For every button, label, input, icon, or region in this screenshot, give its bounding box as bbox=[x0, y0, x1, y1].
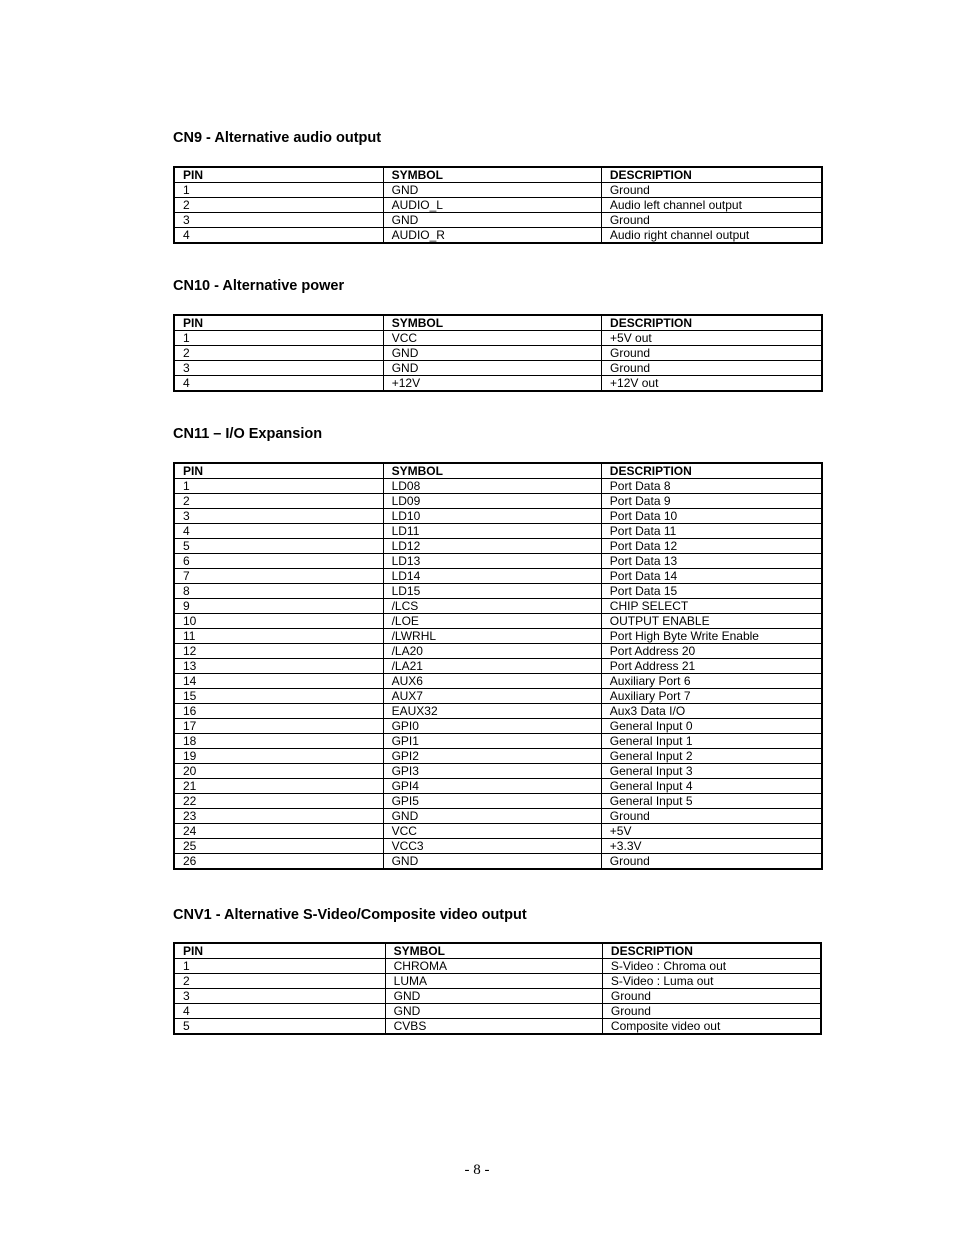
section-cn10 bbox=[173, 278, 693, 390]
table-row bbox=[174, 989, 821, 1004]
cell-description: +12V out bbox=[602, 376, 822, 392]
cell-pin: 9 bbox=[174, 599, 383, 614]
cell-symbol: LD15 bbox=[383, 584, 601, 599]
header-pin: PIN bbox=[174, 943, 385, 959]
table-row bbox=[174, 614, 822, 629]
cell-pin: 5 bbox=[174, 539, 383, 554]
cell-pin: 2 bbox=[174, 494, 383, 509]
cell-symbol: GPI4 bbox=[383, 779, 601, 794]
cell-symbol: LD10 bbox=[383, 509, 601, 524]
table-row bbox=[174, 599, 822, 614]
table-row bbox=[174, 361, 822, 376]
cell-symbol: GND bbox=[383, 346, 601, 361]
cell-description: General Input 4 bbox=[601, 779, 822, 794]
cell-pin: 4 bbox=[174, 376, 383, 392]
cell-pin: 10 bbox=[174, 614, 383, 629]
cell-symbol: GND bbox=[385, 1004, 602, 1019]
cell-symbol: /LWRHL bbox=[383, 629, 601, 644]
cell-symbol: GPI0 bbox=[383, 719, 601, 734]
cell-pin: 17 bbox=[174, 719, 383, 734]
table-row bbox=[174, 479, 822, 494]
table-row bbox=[174, 644, 822, 659]
cell-description: +5V bbox=[601, 824, 822, 839]
cell-description: General Input 5 bbox=[601, 794, 822, 809]
table-row bbox=[174, 689, 822, 704]
cell-pin: 25 bbox=[174, 839, 383, 854]
cell-description: Port Data 8 bbox=[601, 479, 822, 494]
pin-table-cn11 bbox=[173, 462, 823, 870]
cell-description: +3.3V bbox=[601, 839, 822, 854]
cell-pin: 2 bbox=[174, 346, 383, 361]
cell-symbol: GND bbox=[383, 213, 601, 228]
section-cn9 bbox=[173, 130, 750, 242]
cell-symbol: GPI1 bbox=[383, 734, 601, 749]
table-row bbox=[174, 584, 822, 599]
cell-symbol: AUX7 bbox=[383, 689, 601, 704]
cell-pin: 19 bbox=[174, 749, 383, 764]
cell-description: Port Data 15 bbox=[601, 584, 822, 599]
cell-symbol: GND bbox=[383, 183, 601, 198]
table-row bbox=[174, 809, 822, 824]
cell-pin: 3 bbox=[174, 213, 383, 228]
table-header-row bbox=[174, 315, 822, 331]
pin-table-cn9 bbox=[173, 166, 823, 244]
header-description: DESCRIPTION bbox=[602, 315, 822, 331]
cell-pin: 3 bbox=[174, 509, 383, 524]
table-row bbox=[174, 346, 822, 361]
table-row bbox=[174, 524, 822, 539]
section-cn11 bbox=[173, 426, 759, 868]
table-row bbox=[174, 198, 822, 213]
table-row bbox=[174, 569, 822, 584]
cell-pin: 4 bbox=[174, 228, 383, 244]
cell-pin: 12 bbox=[174, 644, 383, 659]
cell-description: Port Address 21 bbox=[601, 659, 822, 674]
table-row bbox=[174, 659, 822, 674]
cell-symbol: LD14 bbox=[383, 569, 601, 584]
table-row bbox=[174, 959, 821, 974]
cell-description: Port Data 12 bbox=[601, 539, 822, 554]
section-title: CN11 – I/O Expansion bbox=[173, 426, 323, 442]
cell-pin: 16 bbox=[174, 704, 383, 719]
cell-symbol: /LA21 bbox=[383, 659, 601, 674]
cell-symbol: VCC bbox=[383, 331, 601, 346]
cell-description: Ground bbox=[602, 361, 822, 376]
cell-symbol: CHROMA bbox=[385, 959, 602, 974]
table-header-row bbox=[174, 463, 822, 479]
cell-symbol: GPI5 bbox=[383, 794, 601, 809]
cell-pin: 23 bbox=[174, 809, 383, 824]
cell-description: Port Data 9 bbox=[601, 494, 822, 509]
cell-pin: 18 bbox=[174, 734, 383, 749]
cell-pin: 22 bbox=[174, 794, 383, 809]
cell-pin: 4 bbox=[174, 524, 383, 539]
table-row bbox=[174, 704, 822, 719]
cell-symbol: /LCS bbox=[383, 599, 601, 614]
cell-symbol: LD08 bbox=[383, 479, 601, 494]
table-row bbox=[174, 183, 822, 198]
cell-symbol: LD12 bbox=[383, 539, 601, 554]
cell-description: Port Data 10 bbox=[601, 509, 822, 524]
cell-pin: 21 bbox=[174, 779, 383, 794]
cell-description: Auxiliary Port 7 bbox=[601, 689, 822, 704]
cell-pin: 1 bbox=[174, 479, 383, 494]
cell-symbol: GND bbox=[385, 989, 602, 1004]
table-row bbox=[174, 854, 822, 870]
table-row bbox=[174, 824, 822, 839]
table-row bbox=[174, 376, 822, 392]
cell-description: Ground bbox=[602, 1004, 821, 1019]
cell-symbol: AUDIO_R bbox=[383, 228, 601, 244]
header-symbol: SYMBOL bbox=[383, 167, 601, 183]
cell-description: General Input 3 bbox=[601, 764, 822, 779]
header-pin: PIN bbox=[174, 463, 383, 479]
table-row bbox=[174, 764, 822, 779]
table-row bbox=[174, 539, 822, 554]
table-row bbox=[174, 1004, 821, 1019]
table-row bbox=[174, 213, 822, 228]
table-row bbox=[174, 1019, 821, 1035]
cell-description: S-Video : Luma out bbox=[602, 974, 821, 989]
cell-symbol: GND bbox=[383, 809, 601, 824]
cell-description: +5V out bbox=[602, 331, 822, 346]
cell-symbol: GND bbox=[383, 854, 601, 870]
section-cnv1 bbox=[173, 907, 727, 1033]
cell-description: General Input 2 bbox=[601, 749, 822, 764]
header-description: DESCRIPTION bbox=[601, 463, 822, 479]
cell-symbol: LD11 bbox=[383, 524, 601, 539]
cell-pin: 3 bbox=[174, 361, 383, 376]
cell-pin: 6 bbox=[174, 554, 383, 569]
cell-description: Auxiliary Port 6 bbox=[601, 674, 822, 689]
section-title: CN9 - Alternative audio output bbox=[173, 130, 382, 146]
header-symbol: SYMBOL bbox=[383, 315, 601, 331]
table-header-row bbox=[174, 167, 822, 183]
cell-pin: 7 bbox=[174, 569, 383, 584]
cell-symbol: AUDIO_L bbox=[383, 198, 601, 213]
cell-pin: 1 bbox=[174, 331, 383, 346]
cell-symbol: GPI2 bbox=[383, 749, 601, 764]
cell-pin: 24 bbox=[174, 824, 383, 839]
cell-pin: 5 bbox=[174, 1019, 385, 1035]
table-row bbox=[174, 494, 822, 509]
table-row bbox=[174, 331, 822, 346]
cell-pin: 3 bbox=[174, 989, 385, 1004]
cell-description: S-Video : Chroma out bbox=[602, 959, 821, 974]
cell-pin: 2 bbox=[174, 198, 383, 213]
cell-symbol: LD13 bbox=[383, 554, 601, 569]
cell-description: Ground bbox=[602, 346, 822, 361]
page-number: - 8 - bbox=[464, 1162, 490, 1178]
cell-pin: 26 bbox=[174, 854, 383, 870]
header-description: DESCRIPTION bbox=[601, 167, 822, 183]
cell-pin: 14 bbox=[174, 674, 383, 689]
table-row bbox=[174, 554, 822, 569]
header-description: DESCRIPTION bbox=[602, 943, 821, 959]
cell-description: General Input 1 bbox=[601, 734, 822, 749]
cell-description: Composite video out bbox=[602, 1019, 821, 1035]
cell-pin: 20 bbox=[174, 764, 383, 779]
cell-description: Aux3 Data I/O bbox=[601, 704, 822, 719]
cell-symbol: LUMA bbox=[385, 974, 602, 989]
cell-symbol: LD09 bbox=[383, 494, 601, 509]
cell-description: General Input 0 bbox=[601, 719, 822, 734]
cell-symbol: +12V bbox=[383, 376, 601, 392]
table-row bbox=[174, 779, 822, 794]
cell-description: Port Address 20 bbox=[601, 644, 822, 659]
cell-description: Port Data 14 bbox=[601, 569, 822, 584]
cell-description: Ground bbox=[601, 854, 822, 870]
cell-pin: 13 bbox=[174, 659, 383, 674]
cell-symbol: VCC bbox=[383, 824, 601, 839]
cell-symbol: GND bbox=[383, 361, 601, 376]
table-row bbox=[174, 228, 822, 244]
table-row bbox=[174, 734, 822, 749]
section-title: CN10 - Alternative power bbox=[173, 278, 345, 294]
cell-symbol: /LA20 bbox=[383, 644, 601, 659]
table-row bbox=[174, 749, 822, 764]
pin-table-cn10 bbox=[173, 314, 823, 392]
cell-description: Ground bbox=[602, 989, 821, 1004]
cell-description: Ground bbox=[601, 213, 822, 228]
cell-pin: 8 bbox=[174, 584, 383, 599]
cell-pin: 4 bbox=[174, 1004, 385, 1019]
cell-pin: 1 bbox=[174, 183, 383, 198]
cell-pin: 11 bbox=[174, 629, 383, 644]
cell-description: Ground bbox=[601, 809, 822, 824]
header-symbol: SYMBOL bbox=[383, 463, 601, 479]
header-pin: PIN bbox=[174, 167, 383, 183]
cell-description: Port Data 11 bbox=[601, 524, 822, 539]
pin-table-cnv1 bbox=[173, 942, 822, 1035]
section-title: CNV1 - Alternative S-Video/Composite video output bbox=[173, 907, 527, 923]
cell-symbol: GPI3 bbox=[383, 764, 601, 779]
cell-symbol: CVBS bbox=[385, 1019, 602, 1035]
cell-symbol: EAUX32 bbox=[383, 704, 601, 719]
cell-description: Audio right channel output bbox=[601, 228, 822, 244]
table-row bbox=[174, 509, 822, 524]
cell-pin: 2 bbox=[174, 974, 385, 989]
header-symbol: SYMBOL bbox=[385, 943, 602, 959]
table-row bbox=[174, 719, 822, 734]
cell-description: Audio left channel output bbox=[601, 198, 822, 213]
cell-pin: 15 bbox=[174, 689, 383, 704]
header-pin: PIN bbox=[174, 315, 383, 331]
table-row bbox=[174, 839, 822, 854]
table-row bbox=[174, 674, 822, 689]
table-row bbox=[174, 629, 822, 644]
cell-description: Ground bbox=[601, 183, 822, 198]
cell-symbol: AUX6 bbox=[383, 674, 601, 689]
table-header-row bbox=[174, 943, 821, 959]
table-row bbox=[174, 794, 822, 809]
cell-description: CHIP SELECT bbox=[601, 599, 822, 614]
table-row bbox=[174, 974, 821, 989]
cell-symbol: VCC3 bbox=[383, 839, 601, 854]
cell-pin: 1 bbox=[174, 959, 385, 974]
cell-description: OUTPUT ENABLE bbox=[601, 614, 822, 629]
cell-description: Port Data 13 bbox=[601, 554, 822, 569]
cell-symbol: /LOE bbox=[383, 614, 601, 629]
cell-description: Port High Byte Write Enable bbox=[601, 629, 822, 644]
